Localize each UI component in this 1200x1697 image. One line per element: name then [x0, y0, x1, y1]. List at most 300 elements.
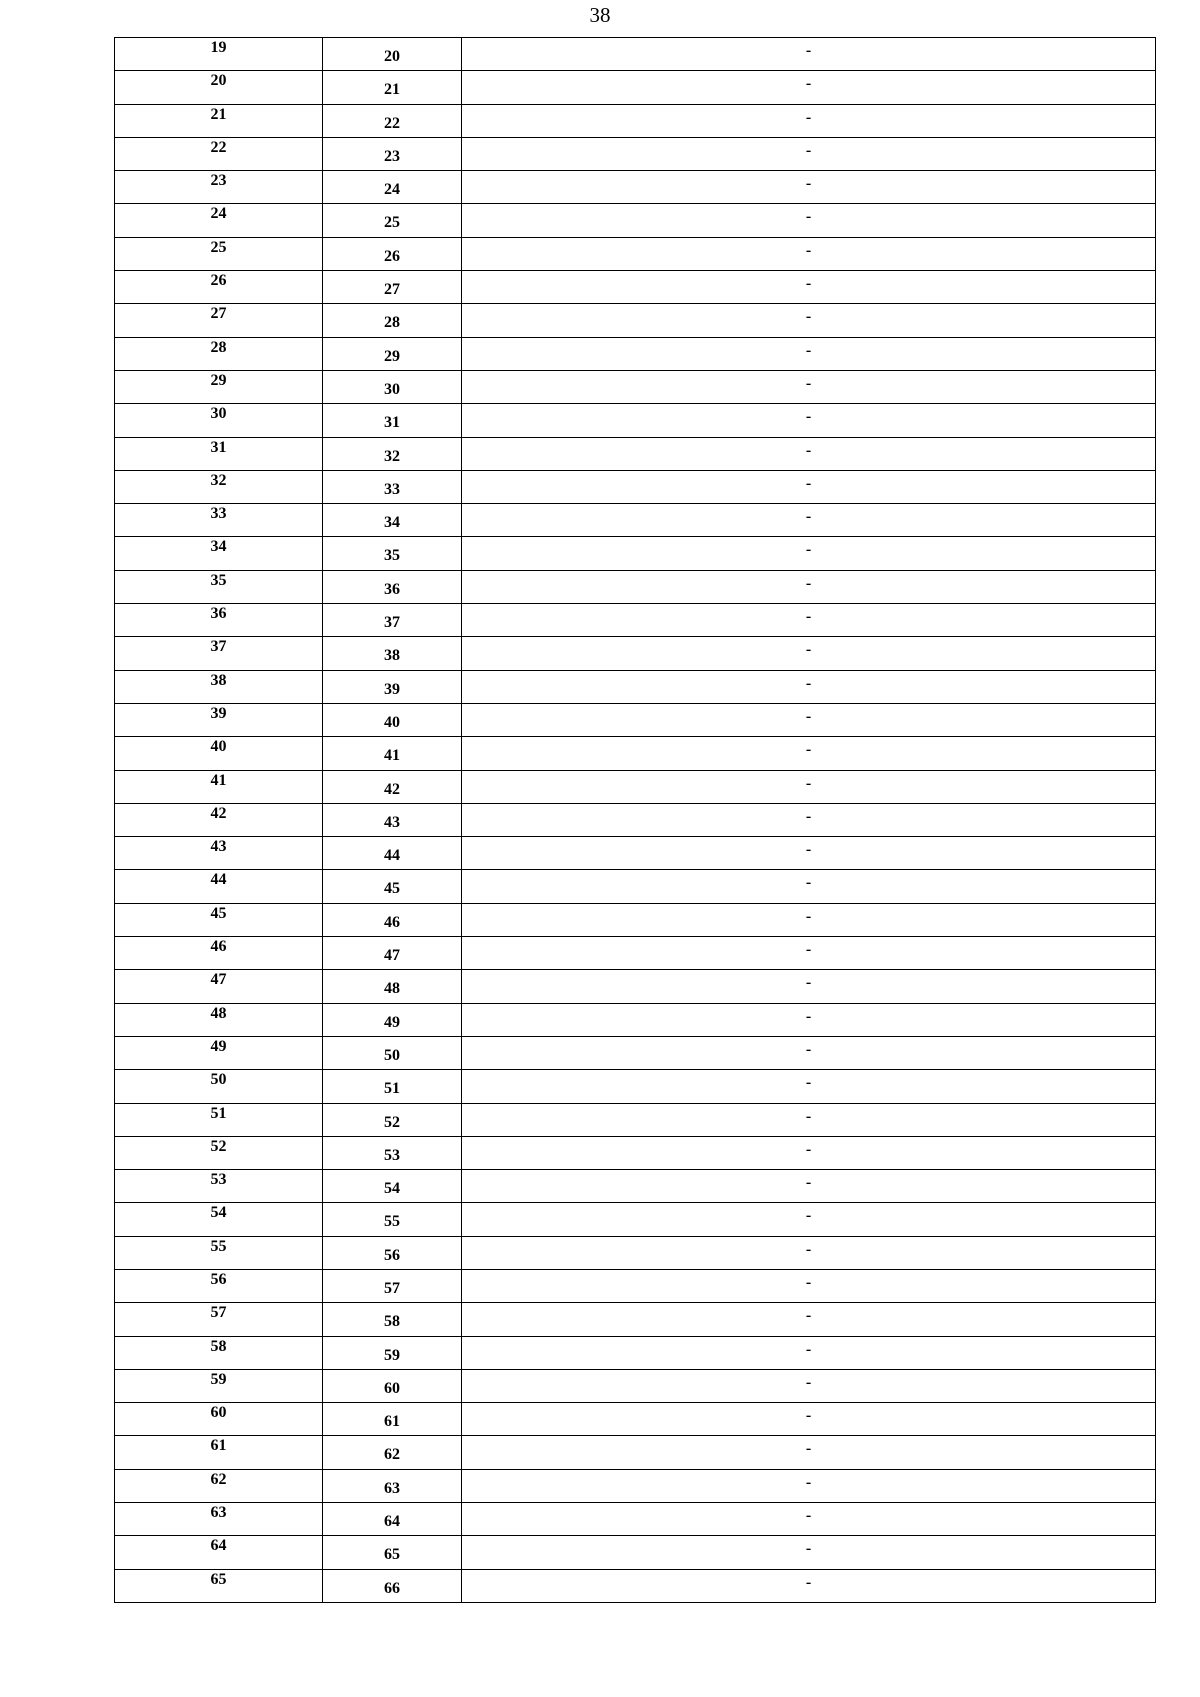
row-start-cell [115, 770, 323, 803]
row-end-cell [323, 1336, 462, 1369]
cell-text: - [805, 1074, 812, 1092]
table-row [115, 504, 1156, 537]
row-start-cell [115, 937, 323, 970]
cell-text: 57 [210, 1304, 227, 1322]
cell-text: 58 [384, 1313, 400, 1331]
row-value-cell [462, 1003, 1156, 1036]
cell-text: 43 [384, 813, 400, 831]
cell-text: 54 [384, 1180, 400, 1198]
row-start-cell [115, 204, 323, 237]
row-end-cell [323, 237, 462, 270]
row-start-cell [115, 1036, 323, 1069]
cell-text: 32 [210, 471, 227, 489]
cell-text: 19 [210, 39, 227, 56]
cell-text: 28 [210, 338, 227, 356]
row-start-cell [115, 337, 323, 370]
row-end-cell [323, 171, 462, 204]
cell-text: 32 [384, 447, 400, 465]
cell-text: 49 [384, 1013, 400, 1031]
row-value-cell [462, 903, 1156, 936]
row-start-cell [115, 1136, 323, 1169]
cell-text: - [805, 1040, 812, 1058]
row-end-cell [323, 570, 462, 603]
cell-text: - [805, 907, 812, 925]
cell-text: 55 [384, 1213, 400, 1231]
cell-text: 48 [384, 980, 400, 998]
row-end-cell [323, 1003, 462, 1036]
row-end-cell [323, 504, 462, 537]
cell-text: 52 [384, 1113, 400, 1131]
cell-text: 46 [210, 938, 227, 956]
row-end-cell [323, 437, 462, 470]
cell-text: 53 [210, 1171, 227, 1189]
cell-text: - [805, 674, 812, 692]
table-row [115, 737, 1156, 770]
row-start-cell [115, 171, 323, 204]
row-value-cell [462, 604, 1156, 637]
row-end-cell [323, 137, 462, 170]
cell-text: - [805, 474, 812, 492]
cell-text: 46 [384, 913, 400, 931]
cell-text: 44 [210, 871, 227, 889]
cell-text: - [805, 1307, 812, 1325]
cell-text: 27 [210, 305, 227, 323]
table-row [115, 1403, 1156, 1436]
table-row [115, 570, 1156, 603]
cell-text: 30 [384, 380, 400, 398]
table-row [115, 803, 1156, 836]
row-start-cell [115, 1336, 323, 1369]
row-end-cell [323, 1503, 462, 1536]
row-value-cell [462, 1203, 1156, 1236]
table-row [115, 337, 1156, 370]
row-end-cell [323, 1303, 462, 1336]
row-end-cell [323, 1170, 462, 1203]
row-start-cell [115, 71, 323, 104]
cell-text: 65 [210, 1570, 227, 1588]
row-start-cell [115, 1003, 323, 1036]
table-row [115, 470, 1156, 503]
row-value-cell [462, 870, 1156, 903]
cell-text: - [805, 1407, 812, 1425]
table-row [115, 137, 1156, 170]
cell-text: 61 [210, 1437, 227, 1455]
row-value-cell [462, 1469, 1156, 1502]
table-row [115, 604, 1156, 637]
table-row [115, 1036, 1156, 1069]
cell-text: 23 [384, 147, 400, 165]
row-start-cell [115, 1070, 323, 1103]
table-row [115, 171, 1156, 204]
table-row [115, 837, 1156, 870]
table-row [115, 970, 1156, 1003]
row-value-cell [462, 237, 1156, 270]
cell-text: 38 [210, 671, 227, 689]
cell-text: 53 [384, 1146, 400, 1164]
cell-text: 41 [210, 771, 227, 789]
row-end-cell [323, 803, 462, 836]
cell-text: 43 [210, 838, 227, 856]
cell-text: - [805, 874, 812, 892]
row-value-cell [462, 504, 1156, 537]
cell-text: 49 [210, 1037, 227, 1055]
table-row [115, 370, 1156, 403]
row-value-cell [462, 1036, 1156, 1069]
row-value-cell [462, 1170, 1156, 1203]
row-start-cell [115, 370, 323, 403]
cell-text: 36 [384, 580, 400, 598]
cell-text: 37 [210, 638, 227, 656]
cell-text: 39 [210, 704, 227, 722]
row-value-cell [462, 337, 1156, 370]
cell-text: - [805, 175, 812, 193]
row-end-cell [323, 1103, 462, 1136]
row-value-cell [462, 1303, 1156, 1336]
cell-text: - [805, 341, 812, 359]
table-row [115, 1336, 1156, 1369]
cell-text: 20 [384, 48, 400, 65]
cell-text: 47 [210, 971, 227, 989]
row-value-cell [462, 1103, 1156, 1136]
cell-text: - [805, 1207, 812, 1225]
row-start-cell [115, 437, 323, 470]
cell-text: - [805, 841, 812, 859]
row-start-cell [115, 1236, 323, 1269]
table-row [115, 1469, 1156, 1502]
row-start-cell [115, 604, 323, 637]
row-value-cell [462, 171, 1156, 204]
cell-text: 65 [384, 1546, 400, 1564]
cell-text: 40 [210, 738, 227, 756]
cell-text: 39 [384, 680, 400, 698]
table-row [115, 703, 1156, 736]
cell-text: 66 [384, 1579, 400, 1597]
table-row [115, 1503, 1156, 1536]
row-end-cell [323, 604, 462, 637]
cell-text: 24 [210, 205, 227, 223]
row-end-cell [323, 271, 462, 304]
cell-text: 30 [210, 405, 227, 423]
row-end-cell [323, 1369, 462, 1402]
table-row [115, 1303, 1156, 1336]
cell-text: 26 [384, 247, 400, 265]
table-row [115, 1369, 1156, 1402]
cell-text: 44 [384, 847, 400, 865]
table-row [115, 770, 1156, 803]
cell-text: 42 [384, 780, 400, 798]
cell-text: 29 [210, 371, 227, 389]
row-value-cell [462, 670, 1156, 703]
row-start-cell [115, 570, 323, 603]
cell-text: 55 [210, 1237, 227, 1255]
row-start-cell [115, 1303, 323, 1336]
row-value-cell [462, 404, 1156, 437]
table-row [115, 937, 1156, 970]
table-row [115, 670, 1156, 703]
row-end-cell [323, 1203, 462, 1236]
table-row [115, 1536, 1156, 1569]
row-start-cell [115, 1203, 323, 1236]
cell-text: - [805, 641, 812, 659]
cell-text: 48 [210, 1004, 227, 1022]
cell-text: 47 [384, 947, 400, 965]
cell-text: 22 [384, 114, 400, 132]
cell-text: 35 [210, 571, 227, 589]
table-row [115, 1236, 1156, 1269]
row-end-cell [323, 304, 462, 337]
row-value-cell [462, 570, 1156, 603]
row-value-cell [462, 1503, 1156, 1536]
table-body [115, 38, 1156, 1603]
row-value-cell [462, 1136, 1156, 1169]
cell-text: 59 [384, 1346, 400, 1364]
row-value-cell [462, 1336, 1156, 1369]
cell-text: 50 [210, 1071, 227, 1089]
cell-text: - [805, 508, 812, 526]
cell-text: 27 [384, 281, 400, 299]
cell-text: 23 [210, 172, 227, 190]
cell-text: 26 [210, 272, 227, 290]
cell-text: - [805, 1007, 812, 1025]
table-row [115, 437, 1156, 470]
row-start-cell [115, 1403, 323, 1436]
row-end-cell [323, 1569, 462, 1602]
cell-text: - [805, 541, 812, 559]
cell-text: - [805, 1440, 812, 1458]
cell-text: 45 [210, 904, 227, 922]
cell-text: - [805, 208, 812, 226]
row-end-cell [323, 1269, 462, 1302]
table-row [115, 304, 1156, 337]
table-row [115, 1003, 1156, 1036]
row-end-cell [323, 1536, 462, 1569]
row-value-cell [462, 770, 1156, 803]
table-row [115, 537, 1156, 570]
table-row [115, 237, 1156, 270]
cell-text: - [805, 1273, 812, 1291]
row-end-cell [323, 670, 462, 703]
row-end-cell [323, 1136, 462, 1169]
row-start-cell [115, 1536, 323, 1569]
cell-text: - [805, 374, 812, 392]
cell-text: 25 [384, 214, 400, 232]
table-row [115, 870, 1156, 903]
cell-text: - [805, 42, 812, 59]
table-row [115, 1103, 1156, 1136]
cell-text: - [805, 141, 812, 159]
cell-text: 37 [384, 614, 400, 632]
cell-text: 41 [384, 747, 400, 765]
table-row [115, 204, 1156, 237]
row-start-cell [115, 1170, 323, 1203]
cell-text: - [805, 75, 812, 93]
table-row [115, 1569, 1156, 1602]
cell-text: 22 [210, 138, 227, 156]
cell-text: 64 [384, 1513, 400, 1531]
cell-text: - [805, 308, 812, 326]
row-value-cell [462, 1070, 1156, 1103]
cell-text: - [805, 608, 812, 626]
row-end-cell [323, 837, 462, 870]
cell-text: 31 [384, 414, 400, 432]
cell-text: - [805, 1573, 812, 1591]
row-value-cell [462, 204, 1156, 237]
row-value-cell [462, 1269, 1156, 1302]
cell-text: 36 [210, 605, 227, 623]
row-end-cell [323, 1236, 462, 1269]
row-start-cell [115, 803, 323, 836]
row-start-cell [115, 1569, 323, 1602]
row-value-cell [462, 304, 1156, 337]
cell-text: 42 [210, 804, 227, 822]
cell-text: 64 [210, 1537, 227, 1555]
row-end-cell [323, 1036, 462, 1069]
cell-text: - [805, 707, 812, 725]
cell-text: - [805, 774, 812, 792]
cell-text: - [805, 974, 812, 992]
cell-text: 45 [384, 880, 400, 898]
cell-text: - [805, 241, 812, 259]
row-end-cell [323, 870, 462, 903]
cell-text: 35 [384, 547, 400, 565]
row-value-cell [462, 937, 1156, 970]
row-start-cell [115, 470, 323, 503]
cell-text: - [805, 441, 812, 459]
table-row [115, 1436, 1156, 1469]
cell-text: 61 [384, 1413, 400, 1431]
row-end-cell [323, 104, 462, 137]
cell-text: - [805, 741, 812, 759]
cell-text: - [805, 1107, 812, 1125]
table-row [115, 1203, 1156, 1236]
row-start-cell [115, 637, 323, 670]
row-value-cell [462, 1236, 1156, 1269]
cell-text: 21 [384, 81, 400, 99]
cell-text: 56 [210, 1270, 227, 1288]
cell-text: 56 [384, 1246, 400, 1264]
cell-text: 59 [210, 1370, 227, 1388]
cell-text: 33 [384, 480, 400, 498]
cell-text: 34 [210, 538, 227, 556]
row-value-cell [462, 104, 1156, 137]
row-end-cell [323, 404, 462, 437]
cell-text: 60 [384, 1379, 400, 1397]
row-end-cell [323, 1436, 462, 1469]
cell-text: 33 [210, 505, 227, 523]
cell-text: - [805, 1373, 812, 1391]
row-value-cell [462, 71, 1156, 104]
table-row [115, 1136, 1156, 1169]
row-start-cell [115, 104, 323, 137]
row-end-cell [323, 38, 462, 71]
data-table [114, 37, 1156, 1603]
cell-text: 54 [210, 1204, 227, 1222]
cell-text: 62 [210, 1470, 227, 1488]
row-end-cell [323, 770, 462, 803]
row-end-cell [323, 637, 462, 670]
row-start-cell [115, 537, 323, 570]
cell-text: - [805, 1473, 812, 1491]
row-value-cell [462, 1403, 1156, 1436]
row-value-cell [462, 1569, 1156, 1602]
row-end-cell [323, 737, 462, 770]
cell-text: - [805, 1140, 812, 1158]
cell-text: - [805, 1507, 812, 1525]
cell-text: 38 [384, 647, 400, 665]
row-end-cell [323, 470, 462, 503]
row-start-cell [115, 404, 323, 437]
row-end-cell [323, 1469, 462, 1502]
table-row [115, 104, 1156, 137]
row-start-cell [115, 38, 323, 71]
row-value-cell [462, 537, 1156, 570]
row-value-cell [462, 803, 1156, 836]
row-value-cell [462, 271, 1156, 304]
cell-text: - [805, 941, 812, 959]
row-end-cell [323, 970, 462, 1003]
cell-text: 63 [384, 1479, 400, 1497]
row-start-cell [115, 1269, 323, 1302]
row-end-cell [323, 903, 462, 936]
table-row [115, 38, 1156, 71]
table-row [115, 1269, 1156, 1302]
cell-text: 31 [210, 438, 227, 456]
row-start-cell [115, 703, 323, 736]
cell-text: 58 [210, 1337, 227, 1355]
table-row [115, 1070, 1156, 1103]
cell-text: 63 [210, 1504, 227, 1522]
table-row [115, 903, 1156, 936]
cell-text: - [805, 1240, 812, 1258]
table-row [115, 637, 1156, 670]
row-value-cell [462, 137, 1156, 170]
cell-text: 20 [210, 72, 227, 90]
row-start-cell [115, 670, 323, 703]
row-start-cell [115, 1503, 323, 1536]
row-end-cell [323, 337, 462, 370]
table-row [115, 71, 1156, 104]
cell-text: 51 [384, 1080, 400, 1098]
cell-text: 24 [384, 181, 400, 199]
row-start-cell [115, 304, 323, 337]
row-start-cell [115, 1469, 323, 1502]
row-value-cell [462, 437, 1156, 470]
cell-text: 40 [384, 713, 400, 731]
cell-text: 52 [210, 1137, 227, 1155]
row-end-cell [323, 204, 462, 237]
cell-text: 28 [384, 314, 400, 332]
row-start-cell [115, 271, 323, 304]
row-value-cell [462, 737, 1156, 770]
row-value-cell [462, 970, 1156, 1003]
cell-text: - [805, 574, 812, 592]
cell-text: - [805, 807, 812, 825]
row-end-cell [323, 1070, 462, 1103]
cell-text: 57 [384, 1279, 400, 1297]
row-end-cell [323, 703, 462, 736]
row-value-cell [462, 637, 1156, 670]
cell-text: - [805, 1340, 812, 1358]
table-row [115, 1170, 1156, 1203]
row-end-cell [323, 937, 462, 970]
table-row [115, 404, 1156, 437]
row-value-cell [462, 1536, 1156, 1569]
cell-text: 25 [210, 238, 227, 256]
page-number: 38 [589, 3, 611, 27]
cell-text: - [805, 408, 812, 426]
row-start-cell [115, 237, 323, 270]
cell-text: 21 [210, 105, 227, 123]
